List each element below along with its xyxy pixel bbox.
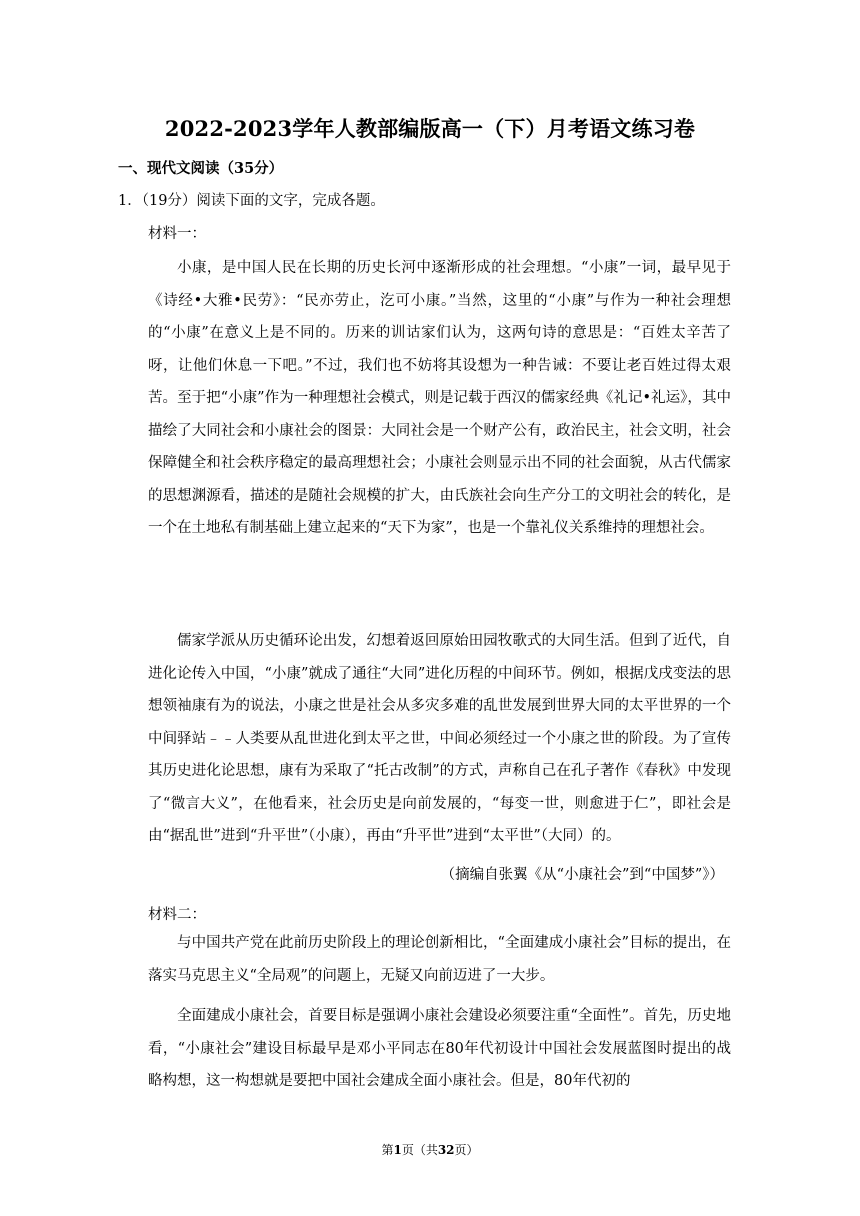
page-footer xyxy=(0,1141,860,1158)
material-two-paragraph-2: 全面建成小康社会，首要目标是强调小康社会建设必须要注重“全面性”。首先，历史地看，“小康社会”建设目标最早是邓小平同志在80年代初设计中国社会发展蓝图时提出的战略构想，这一构想就是要把中国社会建成全面小康社会。但是，80年代初的 xyxy=(148,1008,731,1089)
footer-mid: 页（共 xyxy=(401,1143,438,1157)
footer-total-pages: 32 xyxy=(437,1143,455,1157)
section-heading: 一、现代文阅读（35分） xyxy=(118,160,284,177)
material-one-paragraph-2: 儒家学派从历史循环论出发，幻想着返回原始田园牧歌式的大同生活。但到了近代，自进化论传入中国，“小康”就成了通往“大同”进化历程的中间环节。例如，根据戊戌变法的思想领袖康有为的说法，小康之世是社会从多灾多难的乱世发展到世界大同的太平世界的一个中间驿站﹣﹣人类要从乱世进化到太平之世，中间必须经过一个小康之世的阶段。为了宣传其历史进化论思想，康有为采取了“托古改制”的方式，声称自己在孔子著作《春秋》中发现了“微言大义”，在他看来，社会历史是向前发展的，“每变一世，则愈进于仁”，即社会是由“据乱世”进到“升平世”（小康），再由“升平世”进到“太平世”（大同）的。 xyxy=(148,633,731,844)
document-title: 2022-2023学年人教部编版高一（下）月考语文练习卷 xyxy=(164,116,696,141)
material-one-label: 材料一： xyxy=(148,226,206,242)
material-two-label: 材料二： xyxy=(148,907,206,923)
footer-page-number: 1 xyxy=(393,1143,402,1157)
footer-suffix: 页） xyxy=(454,1143,479,1157)
material-one-paragraph-1: 小康，是中国人民在长期的历史长河中逐渐形成的社会理想。“小康”一词，最早见于《诗经•大雅•民劳》：“民亦劳止，汔可小康。”当然，这里的“小康”与作为一种社会理想的“小康”在意义上是不同的。历来的训诂家们认为，这两句诗的意思是：“百姓太辛苦了呀，让他们休息一下吧。”不过，我们也不妨将其设想为一种告诫：不要让老百姓过得太艰苦。至于把“小康”作为一种理想社会模式，则是记载于西汉的儒家经典《礼记•礼运》，其中描绘了大同社会和小康社会的图景：大同社会是一个财产公有，政治民主，社会文明，社会保障健全和社会秩序稳定的最高理想社会；小康社会则显示出不同的社会面貌，从古代儒家的思想渊源看，描述的是随社会规模的扩大，由氏族社会向生产分工的文明社会的转化，是一个在土地私有制基础上建立起来的“天下为家”，也是一个靠礼仪关系维持的理想社会。 xyxy=(148,260,731,536)
question-intro: 1．（19分）阅读下面的文字，完成各题。 xyxy=(118,193,385,209)
material-one-source: （摘编自张翼《从“小康社会”到“中国梦”》） xyxy=(440,867,724,883)
material-two-paragraph-1: 与中国共产党在此前历史阶段上的理论创新相比，“全面建成小康社会”目标的提出，在落实马克思主义“全局观”的问题上，无疑又向前迈进了一大步。 xyxy=(148,935,731,984)
footer-prefix: 第 xyxy=(381,1143,394,1157)
